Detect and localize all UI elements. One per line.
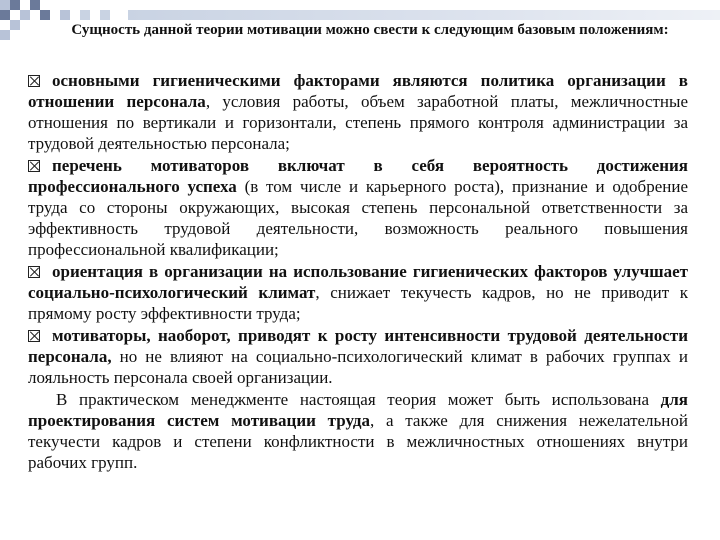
item-bold-text: мотиваторы, наоборот, приводят к росту интенсивности трудовой деятельности персонала,: [28, 326, 688, 366]
deco-bar: [128, 10, 720, 20]
list-item: [28, 261, 688, 324]
deco-square: [30, 0, 40, 10]
deco-square: [0, 30, 10, 40]
deco-square: [40, 10, 50, 20]
deco-square: [80, 10, 90, 20]
closing-paragraph: [28, 389, 688, 473]
deco-square: [10, 20, 20, 30]
deco-square: [10, 0, 20, 10]
slide-content: [28, 70, 688, 473]
closing-bold-text: для проектирования систем мотивации труда: [28, 390, 688, 430]
item-text: , снижает текучесть кадров, но не приводит к прямому росту эффективности труда;: [28, 283, 688, 323]
deco-square: [0, 10, 10, 20]
checkbox-x-icon: [28, 75, 40, 87]
item-bold-text: перечень мотиваторов включат в себя вероятность достижения профессионального успеха: [28, 156, 688, 196]
item-bold-text: основными гигиеническими факторами являются политика организации в отношении персонала: [28, 71, 688, 111]
list-item: [28, 325, 688, 388]
list-item: [28, 155, 688, 260]
item-bold-text: ориентация в организации на использование гигиенических факторов улучшает социально-психологический климат: [28, 262, 688, 302]
checkbox-x-icon: [28, 266, 40, 278]
list-item: [28, 70, 688, 154]
deco-square: [20, 10, 30, 20]
checkbox-x-icon: [28, 330, 40, 342]
item-text: но не влияют на социально-психологический климат в рабочих группах и лояльность персонала своей организации.: [28, 347, 688, 387]
deco-square: [60, 10, 70, 20]
deco-square: [0, 0, 10, 10]
closing-text: В практическом менеджменте настоящая теория может быть использована: [56, 390, 661, 409]
item-text: , условия работы, объем заработной платы, межличностные отношения по вертикали и горизонтали, степень прямого контроля администрации за трудовой деятельностью персонала;: [28, 92, 688, 153]
item-text: (в том числе и карьерного роста), признание и одобрение труда со стороны окружающих, высокая степень персональной ответственности за эффективность трудовой деятельности, возможность реального повышения профессиональной квалификации;: [28, 177, 688, 259]
deco-square: [100, 10, 110, 20]
checkbox-x-icon: [28, 160, 40, 172]
slide-title: Сущность данной теории мотивации можно свести к следующим базовым положениям:: [71, 22, 669, 38]
closing-text: , а также для снижения нежелательной текучести кадров и степени конфликтности в межличностных отношениях внутри рабочих групп.: [28, 411, 688, 472]
